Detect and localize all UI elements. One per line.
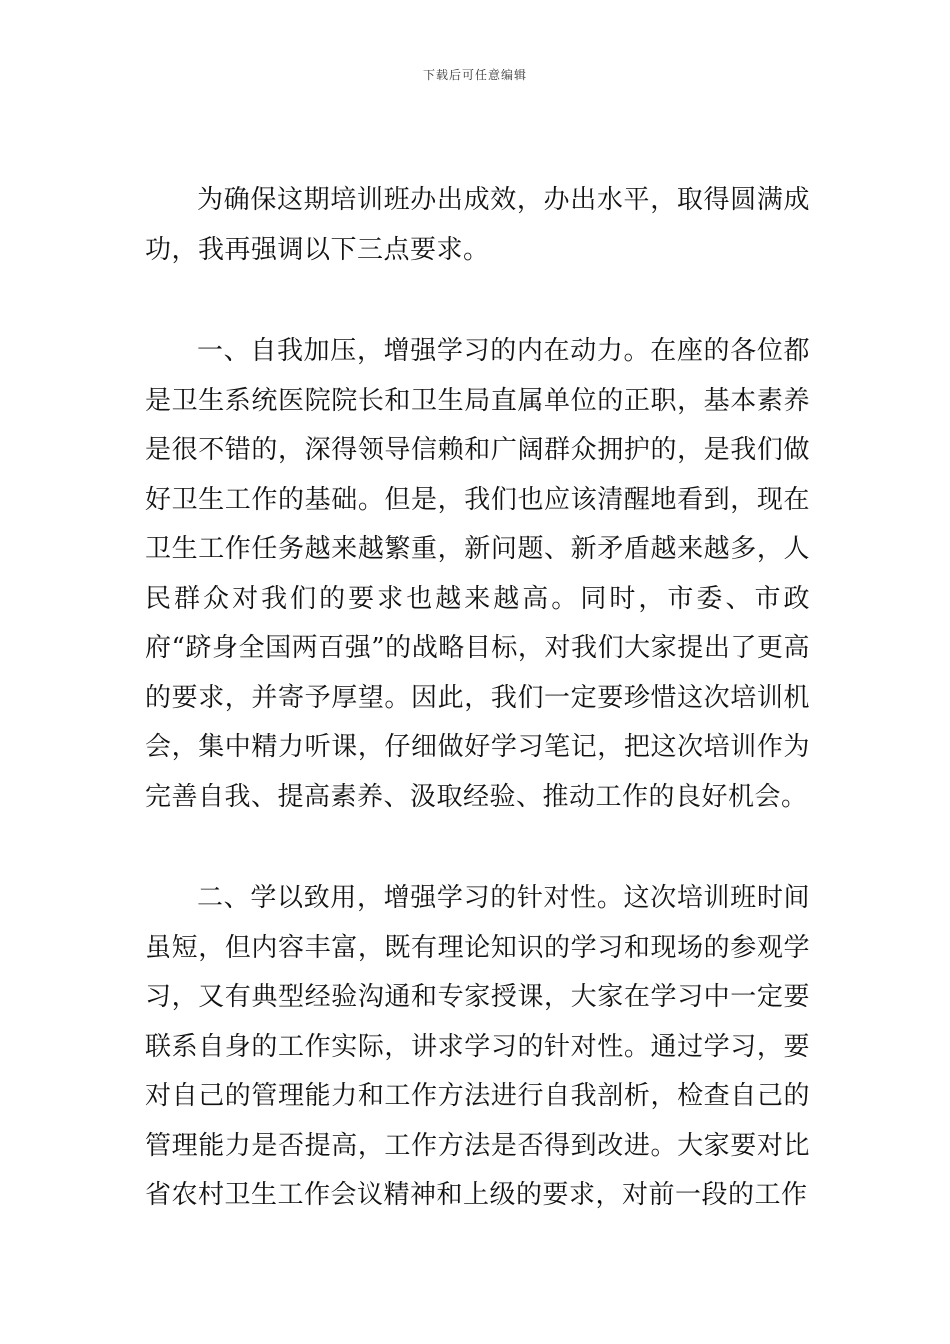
download-edit-note: 下载后可任意编辑 [422, 68, 527, 82]
paragraph-intro: 为确保这期培训班办出成效，办出水平，取得圆满成功，我再强调以下三点要求。 [145, 185, 810, 265]
paragraph-point-one: 一、自我加压，增强学习的内在动力。在座的各位都是卫生系统医院院长和卫生局直属单位的正职，基本素养是很不错的，深得领导信赖和广阔群众拥护的，是我们做好卫生工作的基础。但是，我们也应该清醒地看到，现在卫生工作任务越来越繁重，新问题、新矛盾越来越多，人民群众对我们的要求也越来越高。同时，市委、市政府“跻身全国两百强”的战略目标，对我们大家提出了更高的要求，并寄予厚望。因此，我们一定要珍惜这次培训机会，集中精力听课，仔细做好学习笔记，把这次培训作为完善自我、提高素养、汲取经验、推动工作的良好机会。 [145, 336, 810, 812]
paragraph-point-two: 二、学以致用，增强学习的针对性。这次培训班时间虽短，但内容丰富，既有理论知识的学习和现场的参观学习，又有典型经验沟通和专家授课，大家在学习中一定要联系自身的工作实际，讲求学习的针对性。通过学习，要对自己的管理能力和工作方法进行自我剖析，检查自己的管理能力是否提高，工作方法是否得到改进。大家要对比省农村卫生工作会议精神和上级的要求，对前一段的工作 [145, 883, 810, 1210]
document-body [145, 176, 810, 1221]
